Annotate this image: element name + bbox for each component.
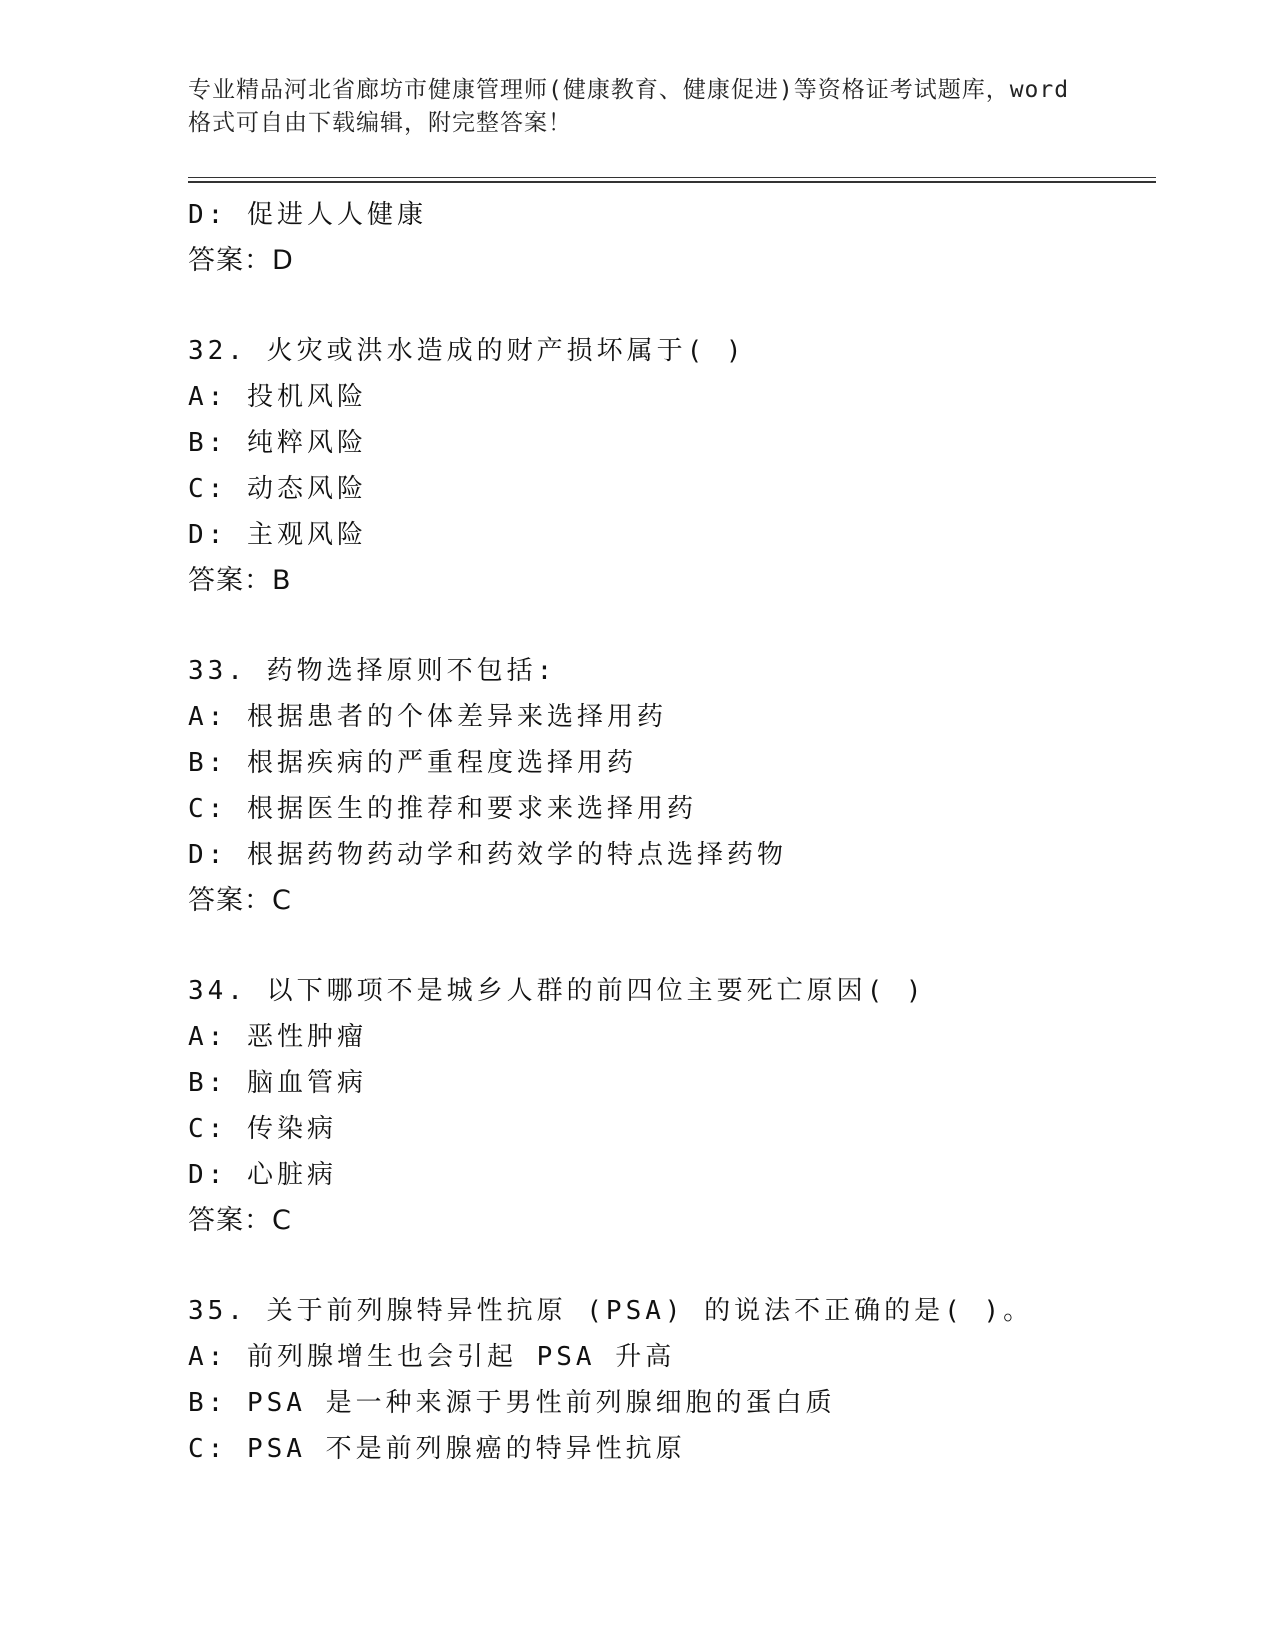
- question-stem: 35. 关于前列腺特异性抗原 (PSA) 的说法不正确的是( )。: [188, 1296, 1034, 1326]
- question-block-33: [188, 648, 1148, 924]
- spacer: [188, 924, 1148, 968]
- option-c: C: 动态风险: [188, 474, 367, 504]
- option-a: A: 根据患者的个体差异来选择用药: [188, 702, 667, 732]
- header-line-1: 专业精品河北省廊坊市健康管理师(健康教育、健康促进)等资格证考试题库，word: [188, 77, 1070, 103]
- answer-line: 答案：D: [188, 245, 294, 276]
- question-block-prev: [188, 192, 1148, 284]
- option-d: D: 主观风险: [188, 520, 367, 550]
- answer-line: 答案：C: [188, 1205, 292, 1236]
- option-b: B: 脑血管病: [188, 1068, 367, 1098]
- option-a: A: 恶性肿瘤: [188, 1022, 367, 1052]
- option-c: C: 根据医生的推荐和要求来选择用药: [188, 794, 697, 824]
- header-line-2: 格式可自由下载编辑，附完整答案！: [188, 110, 572, 136]
- spacer: [188, 284, 1148, 328]
- answer-line: 答案：B: [188, 565, 292, 596]
- document-header: [188, 74, 1088, 140]
- option-d: D: 根据药物药动学和药效学的特点选择药物: [188, 840, 787, 870]
- option-d: D: 促进人人健康: [188, 200, 427, 230]
- option-c: C: PSA 不是前列腺癌的特异性抗原: [188, 1434, 686, 1464]
- option-b: B: 根据疾病的严重程度选择用药: [188, 748, 637, 778]
- question-stem: 34. 以下哪项不是城乡人群的前四位主要死亡原因( ): [188, 976, 926, 1006]
- spacer: [188, 604, 1148, 648]
- question-block-34: [188, 968, 1148, 1244]
- question-block-35: [188, 1288, 1148, 1472]
- spacer: [188, 1244, 1148, 1288]
- option-b: B: 纯粹风险: [188, 428, 367, 458]
- option-b: B: PSA 是一种来源于男性前列腺细胞的蛋白质: [188, 1388, 836, 1418]
- option-a: A: 投机风险: [188, 382, 367, 412]
- header-divider-thick: [188, 181, 1156, 183]
- option-c: C: 传染病: [188, 1114, 337, 1144]
- question-block-32: [188, 328, 1148, 604]
- question-list: [188, 192, 1148, 1472]
- question-stem: 33. 药物选择原则不包括:: [188, 656, 557, 686]
- option-a: A: 前列腺增生也会引起 PSA 升高: [188, 1342, 676, 1372]
- option-d: D: 心脏病: [188, 1160, 337, 1190]
- answer-line: 答案：C: [188, 885, 292, 916]
- question-stem: 32. 火灾或洪水造成的财产损坏属于( ): [188, 336, 746, 366]
- header-divider-thin: [188, 177, 1156, 178]
